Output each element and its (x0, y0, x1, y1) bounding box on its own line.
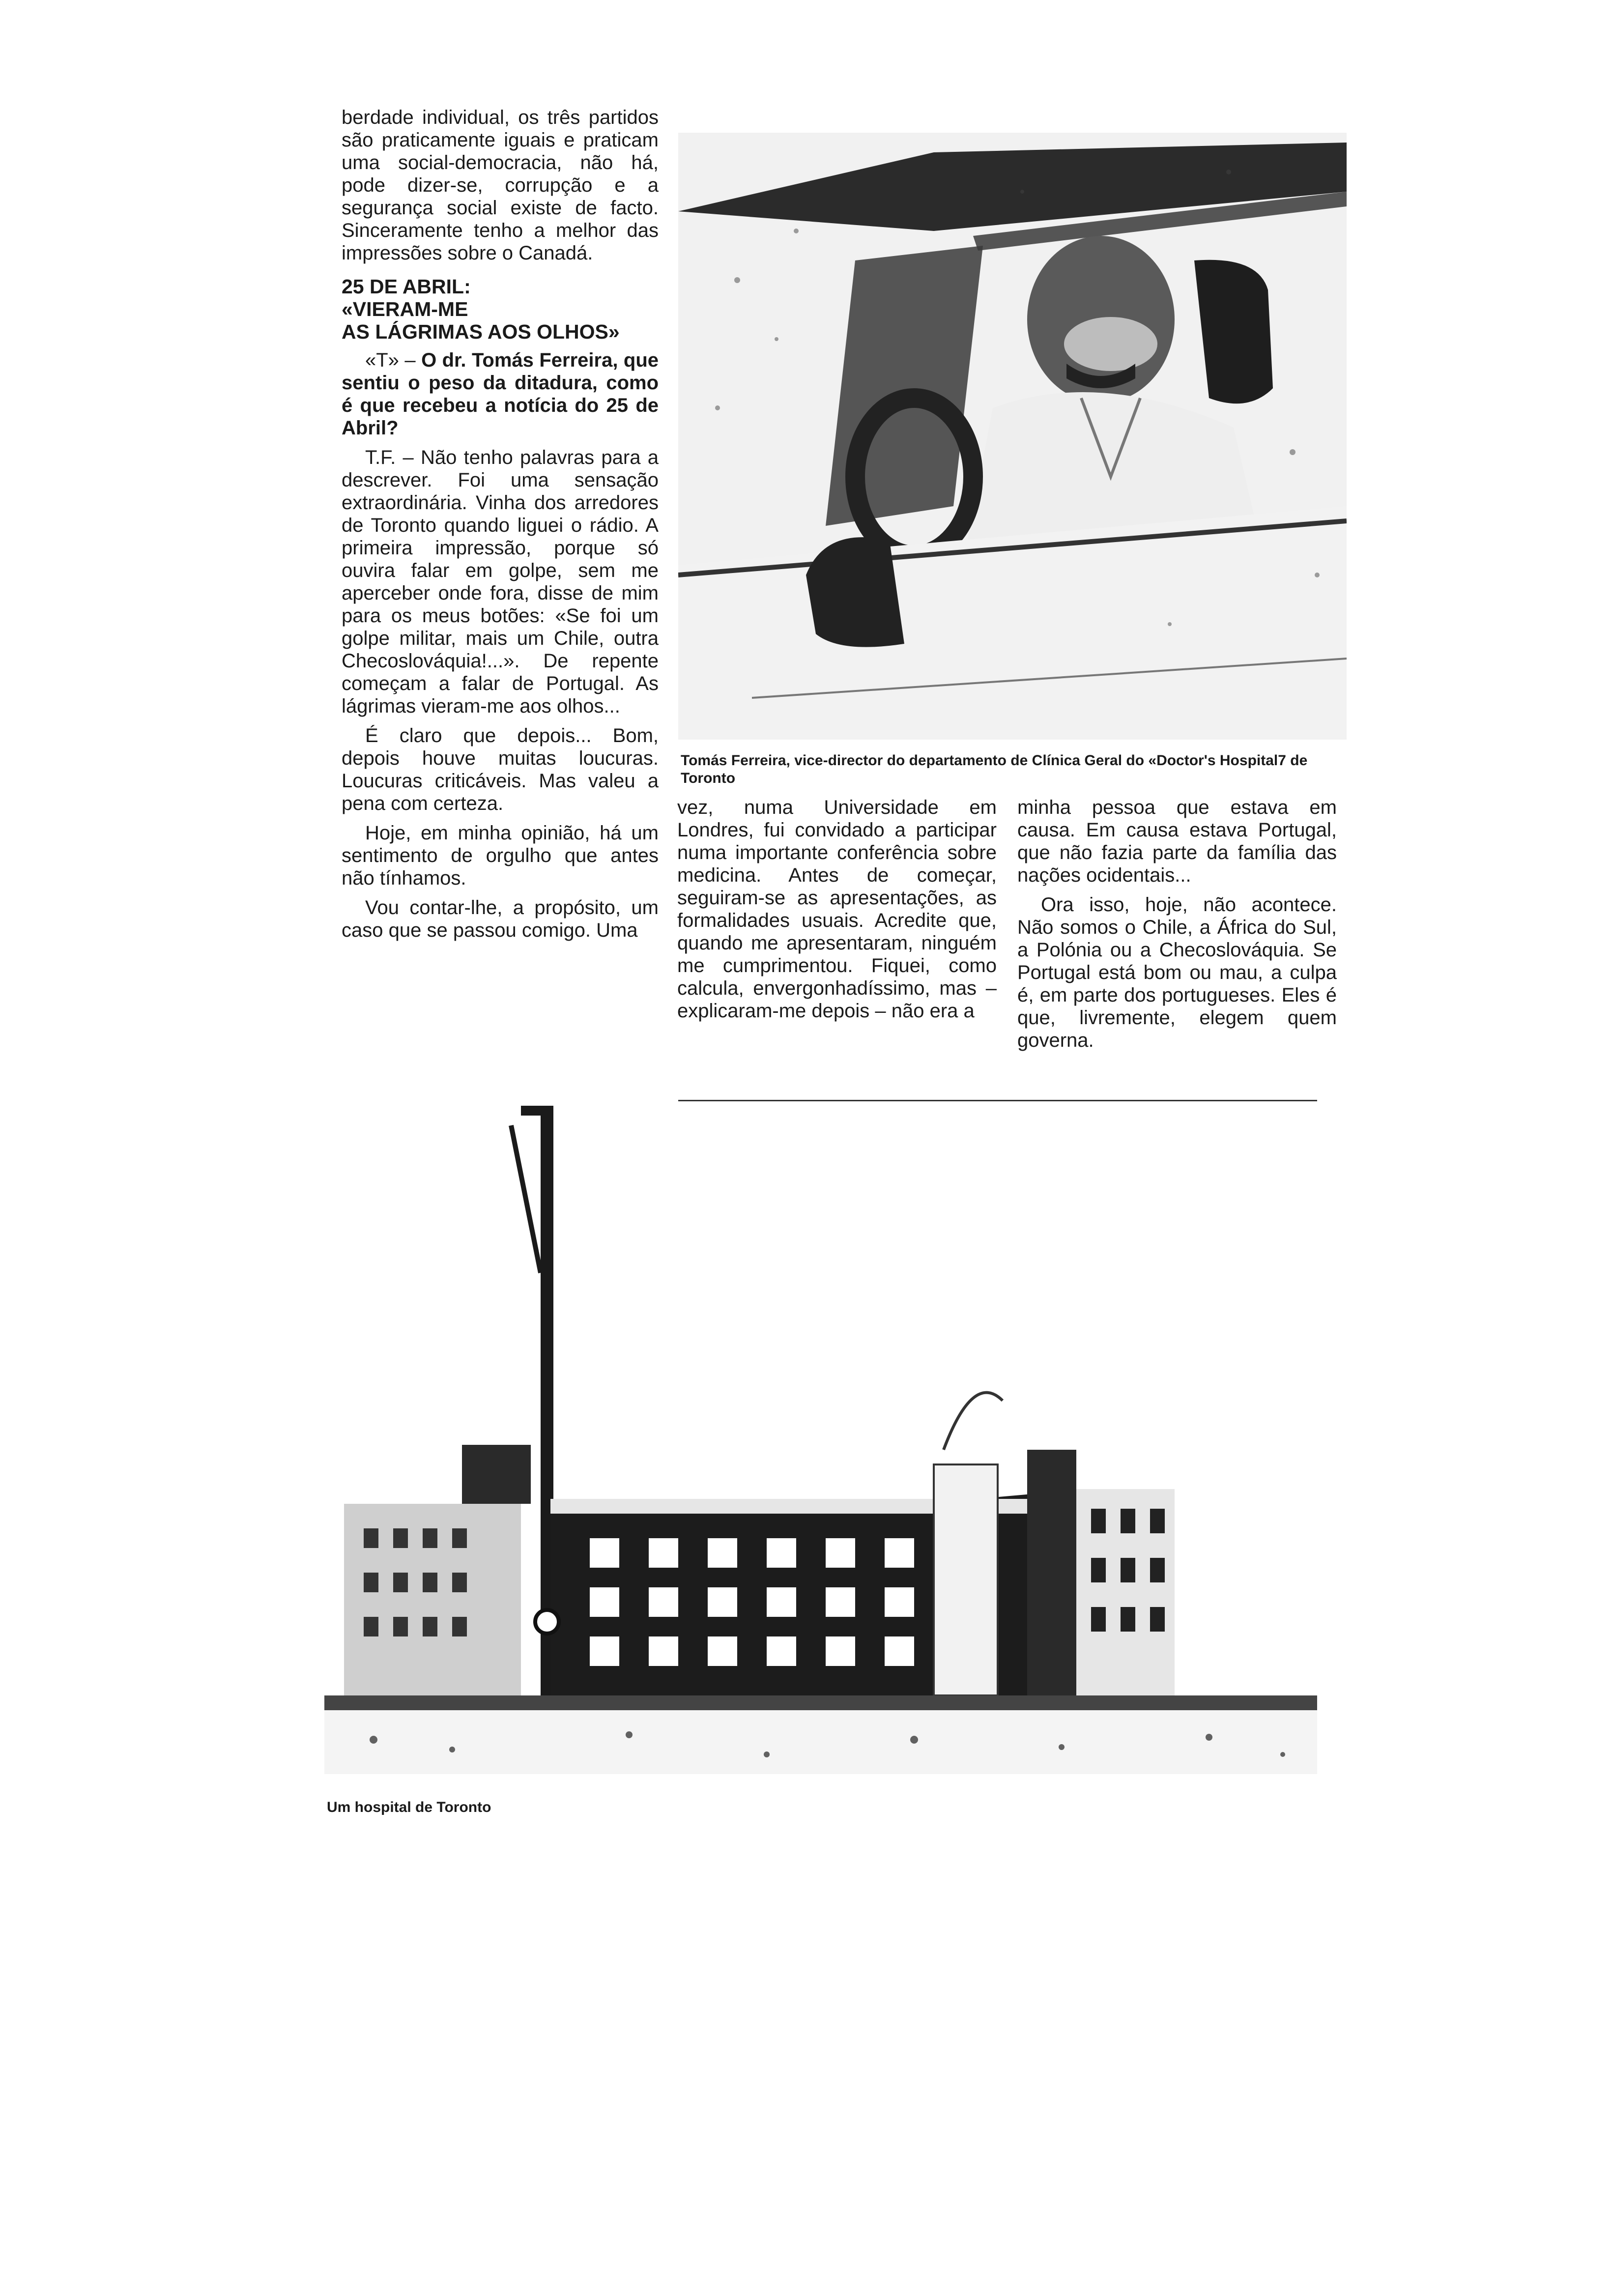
divider-line (678, 1100, 1317, 1101)
article-column-2 (677, 796, 997, 1029)
photo-caption-bottom: Um hospital de Toronto (327, 1799, 491, 1815)
section-heading: 25 DE ABRIL: «VIERAM-ME AS LÁGRIMAS AOS OLHOS» (342, 275, 620, 343)
paragraph: berdade individual, os três partidos são praticamente iguais e praticam uma social-democracia, não há, pode dizer-se, corrupção e a segurança social existe de facto. Sinceramente tenho a melhor das impressões sobre o Canadá. (342, 107, 659, 264)
photo-man-in-car (678, 133, 1347, 740)
article-column-1 (342, 106, 659, 948)
photo-hospital (324, 1106, 1317, 1774)
paragraph: vez, numa Universidade em Londres, fui convidado a participar numa importante conferência sobre medicina. Antes de começar, seguiram-se as apresentações, as formalidades usuais. Acredite que, quando me apresentaram, ninguém me cumprimentou. Fiquei, como calcula, envergonhadíssimo, mas – explicaram-me depois – não era a (677, 797, 997, 1022)
paragraph: Vou contar-lhe, a propósito, um caso que se passou comigo. Uma (342, 897, 659, 941)
paragraph: Hoje, em minha opinião, há um sentimento de orgulho que antes não tínhamos. (342, 822, 659, 889)
article-column-3 (1017, 796, 1337, 1059)
paragraph: T.F. – Não tenho palavras para a descrever. Foi uma sensação extraordinária. Vinha dos arredores de Toronto quando liguei o rádio. A primeira impressão, porque só ouvira falar em golpe, sem me aperceber onde fora, disse de mim para os meus botões: «Se foi um golpe militar, mais um Chile, outra Checoslováquia!...». De repente começam a falar de Portugal. As lágrimas vieram-me aos olhos... (342, 447, 659, 717)
photo-hospital-image (324, 1106, 1317, 1774)
paragraph: minha pessoa que estava em causa. Em causa estava Portugal, que não fazia parte da família das nações ocidentais... (1017, 797, 1337, 886)
interview-question: «T» – O dr. Tomás Ferreira, que sentiu o peso da ditadura, como é que recebeu a notícia do 25 de Abril? (342, 349, 659, 439)
paragraph: Ora isso, hoje, não acontece. Não somos o Chile, a África do Sul, a Polónia ou a Checoslováquia. Se Portugal está bom ou mau, a culpa é, em parte dos portugueses. Eles é que, livremente, elegem quem governa. (1017, 894, 1337, 1051)
photo-man-in-car-image (678, 133, 1347, 740)
paragraph: É claro que depois... Bom, depois houve muitas loucuras. Loucuras criticáveis. Mas valeu a pena com certeza. (342, 725, 659, 814)
photo-caption-top: Tomás Ferreira, vice-director do departamento de Clínica Geral do «Doctor's Hospital7 de Toronto (681, 752, 1308, 786)
